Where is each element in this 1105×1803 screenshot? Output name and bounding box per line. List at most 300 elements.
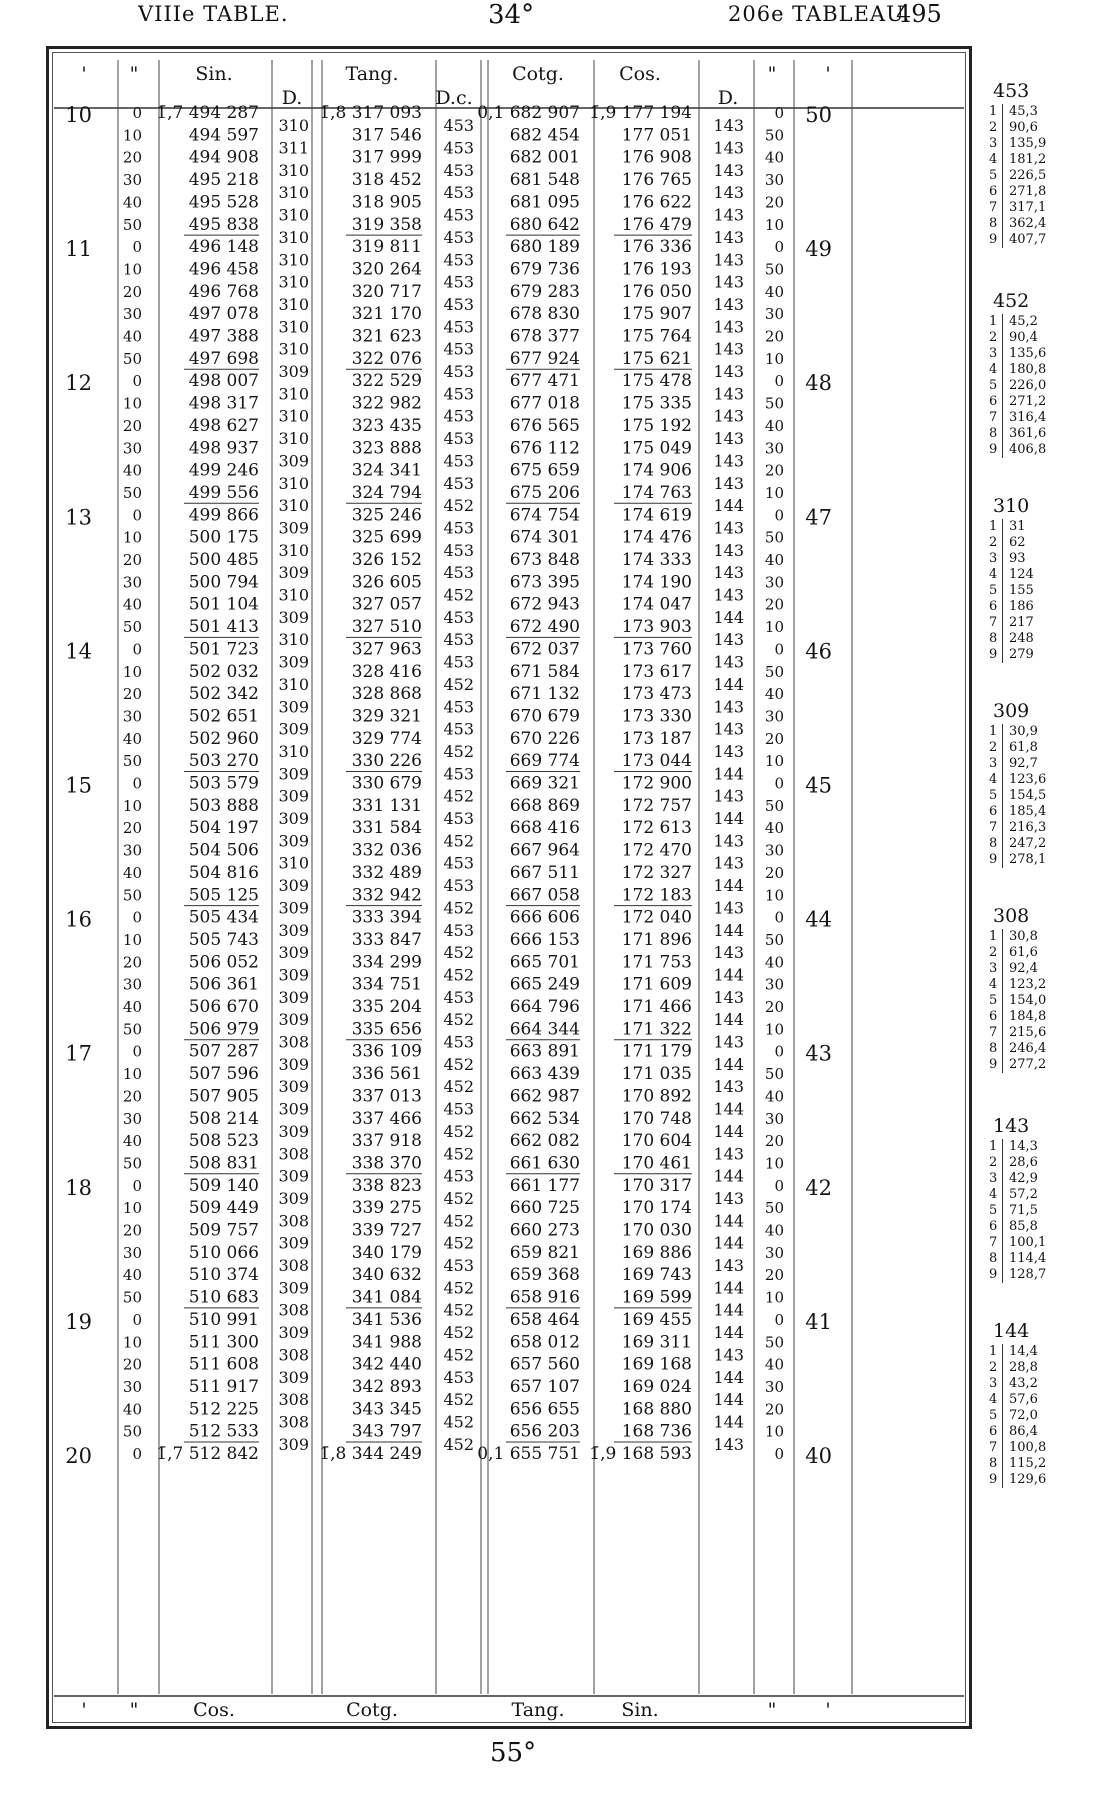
seconds-label-left: 20 [122, 685, 142, 704]
seconds-label-left: 0 [132, 1042, 142, 1061]
seconds-label-left: 10 [122, 394, 142, 413]
diff-sin: 310 [278, 384, 309, 404]
cos-value: 170 030 [621, 1220, 692, 1241]
diff-tang: 452 [443, 674, 474, 694]
column-header-bottom: ' [81, 1699, 87, 1721]
seconds-label-left: 10 [122, 930, 142, 949]
proportional-parts-digit: 7 [989, 615, 998, 630]
sin-value: 507 596 [188, 1064, 259, 1085]
proportional-parts-digit: 3 [989, 961, 998, 976]
cotg-value: 681 095 [509, 192, 580, 213]
proportional-parts-value: 248 [1009, 631, 1034, 646]
proportional-parts-row [989, 631, 1089, 647]
seconds-label-right: 0 [774, 104, 784, 122]
proportional-parts-row [989, 1171, 1089, 1187]
diff-sin: 309 [278, 1323, 309, 1343]
proportional-parts-digit: 4 [989, 1392, 998, 1407]
seconds-label-right: 10 [764, 752, 784, 771]
diff-tang: 453 [443, 540, 474, 560]
proportional-parts-row [989, 330, 1089, 346]
proportional-parts-digit: 4 [989, 362, 998, 377]
minute-label-right: 40 [805, 1444, 832, 1468]
diff-tang: 453 [443, 1367, 474, 1387]
diff-cos: 143 [713, 630, 744, 650]
proportional-parts-value: 246,4 [1009, 1041, 1047, 1056]
cos-value: 172 327 [621, 862, 692, 883]
minute-label-right: 42 [805, 1175, 832, 1200]
sin-value: 497 388 [188, 326, 259, 347]
cotg-value: 673 395 [509, 572, 580, 593]
seconds-label-right: 50 [764, 1065, 784, 1084]
proportional-parts-title: 308 [993, 905, 1030, 927]
proportional-parts-value: 57,2 [1009, 1187, 1038, 1202]
seconds-label-left: 0 [132, 908, 142, 927]
proportional-parts-row [989, 1424, 1089, 1440]
proportional-parts-row [989, 410, 1089, 426]
seconds-label-right: 40 [764, 685, 784, 704]
cotg-value: 674 754 [509, 505, 580, 526]
seconds-label-right: 20 [764, 461, 784, 480]
tang-value: 333 847 [351, 929, 422, 950]
cotg-value: 658 464 [509, 1309, 580, 1330]
tang-value: 326 605 [351, 572, 422, 593]
proportional-parts-digit: 4 [989, 977, 998, 992]
cotg-value: 657 560 [509, 1354, 580, 1375]
proportional-parts-row [989, 583, 1089, 599]
tang-value: 341 536 [351, 1309, 422, 1330]
proportional-parts-value: 14,3 [1009, 1139, 1038, 1154]
cotg-value: 673 848 [509, 550, 580, 570]
proportional-parts-digit: 5 [989, 583, 998, 598]
proportional-parts-value: 14,4 [1009, 1344, 1038, 1359]
seconds-label-right: 10 [764, 349, 784, 368]
seconds-label-right: 50 [764, 1333, 784, 1352]
proportional-parts-digit: 1 [989, 519, 998, 534]
proportional-parts-digit: 6 [989, 394, 998, 409]
seconds-label-right: 0 [774, 1176, 784, 1195]
diff-tang: 453 [443, 876, 474, 896]
diff-cos: 143 [713, 697, 744, 717]
diff-sin: 310 [278, 205, 309, 225]
proportional-parts-row [989, 1408, 1089, 1424]
cos-value: 169 599 [621, 1287, 692, 1308]
column-header-top: " [129, 63, 139, 85]
sin-value: 510 374 [188, 1265, 259, 1286]
seconds-label-left: 0 [132, 104, 142, 122]
seconds-label-left: 20 [122, 1087, 142, 1106]
cotg-value: 666 606 [509, 907, 580, 928]
diff-cos: 143 [713, 294, 744, 314]
sin-value: 494 908 [188, 147, 259, 168]
column-header-bottom: Tang. [511, 1699, 565, 1721]
tang-value: 319 358 [351, 214, 422, 235]
seconds-label-right: 50 [764, 796, 784, 815]
proportional-parts-value: 123,2 [1009, 977, 1047, 992]
sin-value: 503 888 [188, 795, 259, 816]
sin-value: 502 032 [188, 661, 259, 682]
cotg-value: 659 368 [509, 1265, 580, 1286]
minute-label-right: 47 [805, 505, 832, 530]
minute-label-left: 17 [65, 1041, 92, 1066]
cos-value: 174 763 [621, 482, 692, 503]
proportional-parts-value: 45,2 [1009, 314, 1038, 329]
diff-tang: 453 [443, 764, 474, 784]
proportional-parts-row [989, 426, 1089, 442]
cos-value: 173 044 [621, 751, 692, 772]
cos-value: 1̄,9 168 593 [589, 1444, 692, 1464]
diff-tang: 452 [443, 1121, 474, 1141]
proportional-parts-value: 226,5 [1009, 168, 1047, 183]
cotg-value: 658 916 [509, 1287, 580, 1308]
tang-value: 339 727 [351, 1220, 422, 1241]
proportional-parts-digit: 1 [989, 724, 998, 739]
seconds-label-left: 0 [132, 1445, 142, 1463]
sin-value: 510 066 [188, 1242, 259, 1263]
diff-cos: 143 [713, 1032, 744, 1052]
diff-cos: 143 [713, 987, 744, 1007]
cos-value: 173 617 [621, 661, 692, 682]
minute-label-left: 19 [65, 1309, 92, 1334]
proportional-parts-value: 124 [1009, 567, 1034, 582]
proportional-parts-digit: 4 [989, 772, 998, 787]
proportional-parts-row [989, 184, 1089, 200]
tang-value: 339 275 [351, 1198, 422, 1219]
diff-tang: 453 [443, 809, 474, 829]
cos-value: 169 743 [621, 1265, 692, 1286]
diff-cos: 144 [713, 1121, 744, 1141]
cotg-value: 656 203 [509, 1421, 580, 1442]
cos-value: 170 892 [621, 1086, 692, 1107]
proportional-parts-digit: 6 [989, 804, 998, 819]
seconds-label-left: 50 [122, 1288, 142, 1307]
proportional-parts-value: 92,7 [1009, 756, 1038, 771]
cotg-value: 659 821 [509, 1242, 580, 1263]
seconds-label-right: 40 [764, 819, 784, 838]
proportional-parts-row [989, 551, 1089, 567]
diff-tang: 453 [443, 317, 474, 337]
proportional-parts-digit: 5 [989, 993, 998, 1008]
diff-tang: 453 [443, 1099, 474, 1119]
proportional-parts-row [989, 993, 1089, 1009]
cos-value: 172 757 [621, 795, 692, 816]
proportional-parts-row [989, 647, 1089, 663]
tang-value: 327 057 [351, 594, 422, 615]
cotg-value: 665 701 [509, 952, 580, 973]
diff-tang: 452 [443, 1077, 474, 1097]
diff-cos: 143 [713, 943, 744, 963]
seconds-label-left: 30 [122, 975, 142, 994]
tang-value: 340 632 [351, 1265, 422, 1286]
proportional-parts-digit: 7 [989, 410, 998, 425]
proportional-parts-value: 28,8 [1009, 1360, 1038, 1375]
seconds-label-left: 20 [122, 953, 142, 972]
diff-sin: 309 [278, 1367, 309, 1387]
cotg-value: 0,1 655 751 [477, 1444, 580, 1464]
cotg-value: 675 206 [509, 482, 580, 503]
diff-sin: 310 [278, 227, 309, 247]
diff-cos: 143 [713, 540, 744, 560]
seconds-label-left: 10 [122, 796, 142, 815]
diff-tang: 453 [443, 1032, 474, 1052]
footer-degree: 55° [490, 1738, 537, 1768]
proportional-parts-row [989, 599, 1089, 615]
seconds-label-left: 50 [122, 349, 142, 368]
proportional-parts-digit: 1 [989, 314, 998, 329]
proportional-parts-value: 271,8 [1009, 184, 1047, 199]
diff-cos: 143 [713, 160, 744, 180]
cos-value: 171 322 [621, 1019, 692, 1040]
cos-value: 170 174 [621, 1198, 692, 1219]
proportional-parts-value: 247,2 [1009, 836, 1047, 851]
sin-value: 511 917 [188, 1376, 259, 1397]
proportional-parts-value: 155 [1009, 583, 1034, 598]
diff-sin: 310 [278, 317, 309, 337]
proportional-parts-row [989, 977, 1089, 993]
proportional-parts-row [989, 136, 1089, 152]
cos-value: 173 760 [621, 639, 692, 660]
seconds-label-left: 40 [122, 863, 142, 882]
diff-cos: 144 [713, 1099, 744, 1119]
tang-value: 336 109 [351, 1041, 422, 1062]
proportional-parts-digit: 4 [989, 152, 998, 167]
tang-value: 325 699 [351, 527, 422, 548]
diff-cos: 143 [713, 719, 744, 739]
tang-value: 324 794 [351, 482, 422, 503]
cotg-value: 661 630 [509, 1153, 580, 1174]
cotg-value: 663 439 [509, 1064, 580, 1085]
diff-sin: 310 [278, 294, 309, 314]
diff-cos: 144 [713, 876, 744, 896]
diff-cos: 143 [713, 585, 744, 605]
proportional-parts-row [989, 961, 1089, 977]
cotg-value: 665 249 [509, 974, 580, 995]
proportional-parts-digit: 6 [989, 1424, 998, 1439]
proportional-parts-digit: 8 [989, 836, 998, 851]
diff-sin: 310 [278, 406, 309, 426]
cos-value: 175 478 [621, 371, 692, 392]
proportional-parts-value: 362,4 [1009, 216, 1047, 231]
cotg-value: 667 058 [509, 885, 580, 906]
proportional-parts-digit: 1 [989, 929, 998, 944]
sin-value: 501 413 [188, 617, 259, 638]
seconds-label-right: 50 [764, 260, 784, 279]
cotg-value: 677 018 [509, 393, 580, 414]
proportional-parts-row [989, 1057, 1089, 1073]
diff-sin: 309 [278, 876, 309, 896]
seconds-label-right: 0 [774, 640, 784, 659]
diff-cos: 144 [713, 1412, 744, 1432]
diff-sin: 309 [278, 607, 309, 627]
diff-sin: 309 [278, 987, 309, 1007]
cos-value: 175 764 [621, 326, 692, 347]
cos-value: 172 900 [621, 773, 692, 794]
cotg-value: 667 964 [509, 840, 580, 861]
diff-cos: 143 [713, 518, 744, 538]
diff-cos: 144 [713, 1166, 744, 1186]
tang-value: 338 823 [351, 1175, 422, 1196]
proportional-parts-digit: 1 [989, 1344, 998, 1359]
seconds-label-right: 50 [764, 930, 784, 949]
diff-sin: 310 [278, 339, 309, 359]
sin-value: 498 937 [188, 438, 259, 459]
diff-tang: 452 [443, 1390, 474, 1410]
tang-value: 327 963 [351, 639, 422, 660]
diff-tang: 453 [443, 227, 474, 247]
cotg-value: 667 511 [509, 862, 580, 883]
proportional-parts-value: 135,9 [1009, 136, 1047, 151]
diff-cos: 143 [713, 116, 744, 136]
tang-value: 320 264 [351, 259, 422, 280]
cos-value: 173 473 [621, 684, 692, 705]
sin-value: 500 794 [188, 572, 259, 593]
cotg-value: 664 796 [509, 997, 580, 1017]
diff-cos: 143 [713, 429, 744, 449]
cotg-value: 662 987 [509, 1086, 580, 1107]
diff-cos: 143 [713, 741, 744, 761]
proportional-parts-row [989, 535, 1089, 551]
diff-sin: 309 [278, 831, 309, 851]
diff-tang: 452 [443, 1144, 474, 1164]
seconds-label-left: 20 [122, 148, 142, 167]
diff-sin: 309 [278, 1188, 309, 1208]
diff-cos: 143 [713, 205, 744, 225]
column-header-top: Tang. [345, 63, 399, 85]
proportional-parts-value: 216,3 [1009, 820, 1047, 835]
header-degree: 34° [488, 0, 535, 30]
seconds-label-left: 30 [122, 1377, 142, 1396]
sin-value: 512 225 [188, 1399, 259, 1420]
seconds-label-left: 30 [122, 171, 142, 190]
cotg-value: 669 774 [509, 751, 580, 772]
diff-sin: 309 [278, 898, 309, 918]
seconds-label-left: 20 [122, 819, 142, 838]
column-header-bottom: ' [825, 1699, 831, 1721]
proportional-parts-value: 93 [1009, 551, 1026, 566]
seconds-label-right: 20 [764, 998, 784, 1016]
proportional-parts-title: 453 [993, 80, 1030, 102]
proportional-parts-digit: 1 [989, 1139, 998, 1154]
cos-value: 174 190 [621, 572, 692, 593]
seconds-label-left: 50 [122, 483, 142, 502]
tang-value: 341 084 [351, 1287, 422, 1308]
proportional-parts-title: 143 [993, 1115, 1030, 1137]
cos-value: 169 311 [621, 1332, 692, 1353]
cotg-value: 0,1 682 907 [477, 103, 580, 123]
sin-value: 504 506 [188, 840, 259, 861]
diff-tang: 453 [443, 205, 474, 225]
seconds-label-left: 30 [122, 1109, 142, 1128]
sin-value: 509 140 [188, 1175, 259, 1196]
column-header-top: D. [281, 87, 303, 109]
sin-value: 497 698 [188, 348, 259, 369]
diff-sin: 309 [278, 719, 309, 739]
diff-tang: 453 [443, 429, 474, 449]
cos-value: 176 193 [621, 259, 692, 280]
sin-value: 1̄,7 512 842 [156, 1444, 259, 1464]
proportional-parts-row [989, 852, 1089, 868]
proportional-parts-row [989, 1344, 1089, 1360]
diff-tang: 452 [443, 1211, 474, 1231]
proportional-parts-digit: 8 [989, 631, 998, 646]
diff-tang: 453 [443, 116, 474, 136]
sin-value: 495 218 [188, 170, 259, 191]
sin-value: 498 007 [188, 371, 259, 392]
cos-value: 168 736 [621, 1421, 692, 1442]
proportional-parts-row [989, 1203, 1089, 1219]
diff-sin: 309 [278, 943, 309, 963]
proportional-parts-row [989, 1360, 1089, 1376]
seconds-label-left: 10 [122, 1199, 142, 1218]
proportional-parts-digit: 2 [989, 1360, 998, 1375]
sin-value: 506 361 [188, 974, 259, 995]
proportional-parts-digit: 6 [989, 1219, 998, 1234]
cos-value: 171 753 [621, 952, 692, 973]
tang-value: 321 170 [351, 304, 422, 325]
diff-sin: 309 [278, 1278, 309, 1298]
sin-value: 508 831 [188, 1153, 259, 1174]
diff-sin: 309 [278, 652, 309, 672]
proportional-parts-value: 316,4 [1009, 410, 1047, 425]
tang-value: 318 452 [351, 170, 422, 191]
proportional-parts-row [989, 567, 1089, 583]
cotg-value: 668 416 [509, 818, 580, 839]
seconds-label-right: 20 [764, 1132, 784, 1151]
diff-cos: 144 [713, 1367, 744, 1387]
diff-sin: 308 [278, 1345, 309, 1365]
cos-value: 169 168 [621, 1354, 692, 1375]
tang-value: 343 345 [351, 1399, 422, 1420]
diff-cos: 143 [713, 406, 744, 426]
tang-value: 331 131 [351, 795, 422, 816]
diff-tang: 453 [443, 987, 474, 1007]
diff-cos: 144 [713, 1390, 744, 1410]
diff-cos: 143 [713, 853, 744, 873]
tang-value: 335 656 [351, 1019, 422, 1040]
diff-sin: 310 [278, 473, 309, 493]
diff-tang: 453 [443, 384, 474, 404]
seconds-label-right: 40 [764, 1355, 784, 1374]
seconds-label-right: 30 [764, 707, 784, 726]
cos-value: 174 906 [621, 460, 692, 481]
cos-value: 174 047 [621, 594, 692, 615]
tang-value: 342 893 [351, 1376, 422, 1397]
cotg-value: 680 189 [509, 237, 580, 258]
tang-value: 1̄,8 317 093 [319, 103, 422, 123]
proportional-parts-sidebar [975, 80, 1100, 1780]
proportional-parts-value: 154,5 [1009, 788, 1047, 803]
proportional-parts-row [989, 314, 1089, 330]
seconds-label-left: 20 [122, 551, 142, 569]
diff-cos: 144 [713, 1010, 744, 1030]
seconds-label-left: 30 [122, 305, 142, 324]
seconds-label-left: 0 [132, 372, 142, 391]
diff-tang: 453 [443, 853, 474, 873]
seconds-label-left: 10 [122, 126, 142, 145]
seconds-label-right: 20 [764, 327, 784, 346]
proportional-parts-row [989, 756, 1089, 772]
cotg-value: 666 153 [509, 929, 580, 950]
seconds-label-right: 10 [764, 886, 784, 905]
sin-value: 496 768 [188, 281, 259, 302]
diff-cos: 144 [713, 764, 744, 784]
cos-value: 170 604 [621, 1131, 692, 1152]
diff-cos: 144 [713, 1233, 744, 1253]
diff-tang: 453 [443, 652, 474, 672]
proportional-parts-value: 31 [1009, 519, 1026, 534]
proportional-parts-value: 215,6 [1009, 1025, 1047, 1040]
seconds-label-right: 50 [764, 528, 784, 547]
cos-value: 169 455 [621, 1309, 692, 1330]
